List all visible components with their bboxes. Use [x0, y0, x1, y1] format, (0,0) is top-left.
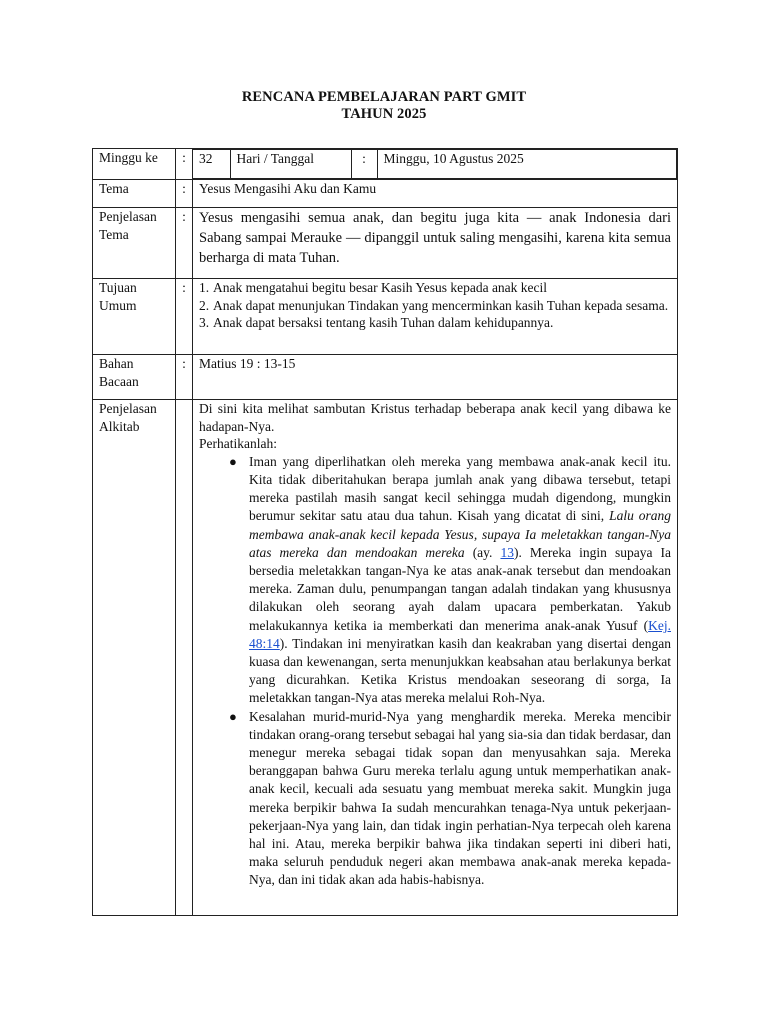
tema-value: Yesus Mengasihi Aku dan Kamu [193, 180, 678, 208]
penjelasan-alkitab-content [199, 400, 671, 890]
list-item [199, 279, 671, 297]
list-item [199, 297, 671, 315]
minggu-inner-table [193, 149, 677, 179]
intro-paragraph: Di sini kita melihat sambutan Kristus terhadap beberapa anak kecil yang dibawa ke hadapan-Nya. [199, 401, 671, 434]
bullet-icon: ● [229, 453, 237, 469]
empty-colon-cell [176, 400, 193, 916]
list-item [229, 708, 671, 890]
document-title: RENCANA PEMBELAJARAN PART GMIT [241, 89, 527, 105]
document-subtitle-year: TAHUN 2025 [341, 106, 427, 122]
bullet-text: Kesalahan murid-murid-Nya yang menghardik mereka. Mereka mencibir tindakan orang-orang tersebut sebagai hal yang sia-sia dan tidak berdasar, dan menegur mereka sebagai tidak sopan dan menyusahkan saja. Mereka beranggapan bahwa Guru mereka terlalu agung untuk memperhatikan anak-anak kecil, kecuali ada sesuatu yang membuat mereka sakit. Mungkin juga mereka berpikir bahwa Ia sudah mencurahkan tenaga-Nya untuk pekerjaan-pekerjaan-Nya yang lain, dan tidak ingin perhatian-Nya terpecah oleh karena hal ini. Atau, mereka berpikir bahwa jika tindakan seperti ini diberi hati, maka seluruh penduduk negeri akan membawa anak-anak mereka kepada-Nya, dan ini tidak akan ada habis-habisnya. [249, 708, 671, 888]
bullet-list [199, 453, 671, 890]
list-number: 1. [199, 280, 210, 295]
colon: : [176, 180, 193, 208]
list-number: 2. [199, 297, 210, 313]
label-penjelasan-alkitab [93, 400, 176, 916]
row-bahan-bacaan [93, 355, 678, 400]
verse-link-kej-48-14[interactable]: Kej. 48:14 [249, 617, 671, 651]
label-line: Tujuan [99, 280, 137, 295]
lesson-plan-table [92, 148, 678, 916]
penjelasan-tema-text: Yesus mengasihi semua anak, dan begitu juga kita — anak Indonesia dari Sabang sampai Merauke — dipanggil untuk saling mengasihi, karena kita semua berharga di mata Tuhan. [199, 210, 671, 266]
label-line: Tema [99, 226, 129, 242]
label-line: Penjelasan [99, 401, 157, 416]
colon: : [176, 208, 193, 279]
bahan-bacaan-value: Matius 19 : 13-15 [193, 355, 678, 400]
colon: : [176, 149, 193, 180]
label-hari-tanggal: Hari / Tanggal [230, 150, 351, 179]
label-line: Penjelasan [99, 209, 157, 224]
list-item-text: Anak mengatahui begitu besar Kasih Yesus kepada anak kecil [213, 280, 548, 295]
list-item-text: Anak dapat menunjukan Tindakan yang mencerminkan kasih Tuhan kepada sesama. [213, 297, 669, 313]
row-tema [93, 180, 678, 208]
label-line: Umum [99, 297, 137, 313]
label-tujuan-umum [93, 279, 176, 355]
row-penjelasan-tema [93, 208, 678, 279]
minggu-number: 32 [193, 150, 230, 179]
row-penjelasan-alkitab [93, 400, 678, 916]
label-penjelasan-tema [93, 208, 176, 279]
colon: : [176, 279, 193, 355]
colon: : [351, 150, 377, 179]
list-item [229, 453, 671, 708]
label-minggu-ke: Minggu ke [93, 149, 176, 180]
label-line: Alkitab [99, 418, 140, 434]
bullet-icon: ● [229, 708, 237, 724]
list-item [199, 314, 671, 332]
list-number: 3. [199, 315, 210, 331]
bullet-text: ). Mereka ingin supaya Ia bersedia meletakkan tangan-Nya ke atas anak-anak tersebut dan mendoakan mereka. Zaman dulu, penumpangan tangan adalah tindakan yang khususnya dilakukan oleh seorang ayah dalam upacara pemberkatan. Yakub melakukannya ketika ia memberkati dan menerima anak-anak Yusuf ( [249, 544, 671, 633]
label-line: Bahan [99, 356, 134, 371]
tanggal-value: Minggu, 10 Agustus 2025 [377, 150, 677, 179]
bullet-text: Iman yang diperlihatkan oleh mereka yang membawa anak-anak kecil itu. Kita tidak diberitahukan berapa jumlah anak yang dibawa tersebut, tetapi mereka pastilah masih sangat kecil sehingga mudah digendong, mungkin berumur sekitar satu atau dua tahun. Kisah yang dicatat di sini, [249, 453, 671, 524]
verse-link-13[interactable]: 13 [500, 544, 514, 560]
tujuan-list [199, 279, 671, 332]
label-bahan-bacaan [93, 355, 176, 400]
label-line: Bacaan [99, 373, 139, 389]
list-item-text: Anak dapat bersaksi tentang kasih Tuhan dalam kehidupannya. [213, 315, 554, 331]
bullet-text: (ay. [464, 544, 501, 560]
perhatikanlah-label: Perhatikanlah: [199, 436, 277, 452]
row-tujuan-umum [93, 279, 678, 355]
label-tema: Tema [93, 180, 176, 208]
bullet-text: ). Tindakan ini menyiratkan kasih dan keakraban yang disertai dengan kuasa dan kewenangan, serta menunjukkan keabsahan atau berlakunya berkat yang dicurahkan. Ketika Kristus mendoakan seseorang di sorga, Ia meletakkan tangan-Nya atas mereka melalui Roh-Nya. [249, 635, 671, 706]
bullet-italic-quote: Lalu orang membawa anak-anak kecil kepada Yesus, supaya Ia meletakkan tangan-Nya atas mereka dan mendoakan mereka [249, 508, 671, 560]
row-minggu [93, 149, 678, 180]
colon: : [176, 355, 193, 400]
